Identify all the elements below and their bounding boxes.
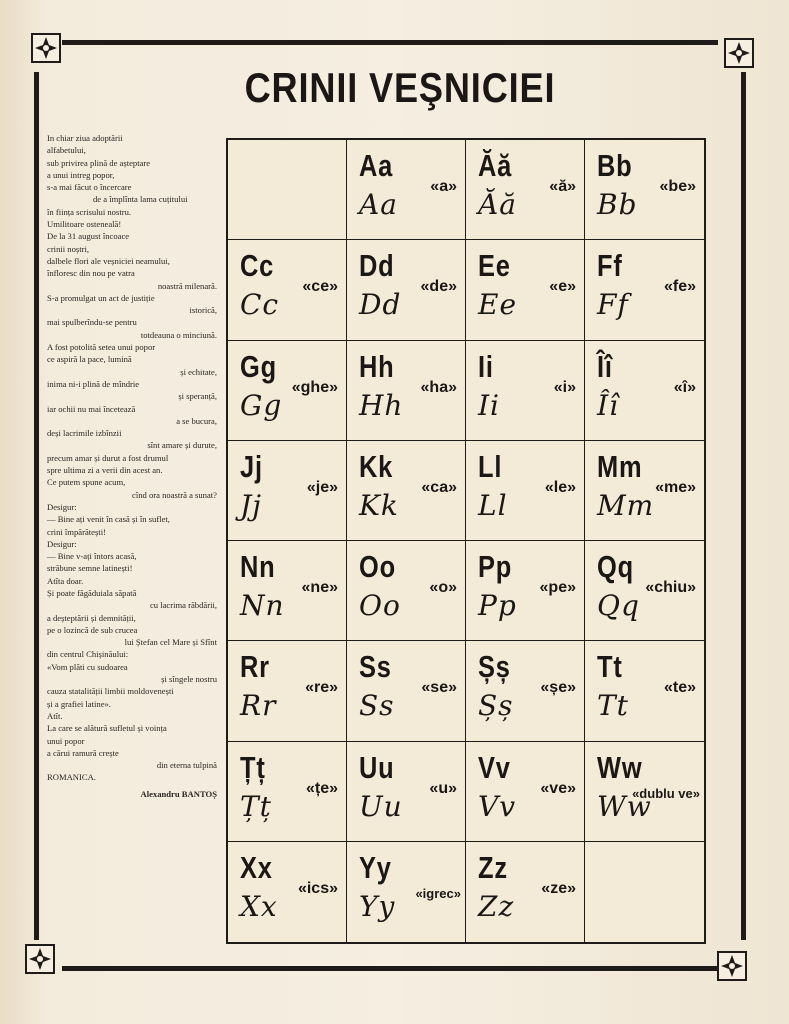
letter-cell [585, 140, 704, 240]
printed-letter: Mm [597, 448, 643, 484]
poem-line: inima ni-i plină de mîndrie [47, 378, 140, 389]
letter-name: «i» [553, 378, 576, 396]
letter-name: «ve» [540, 779, 576, 797]
poem-line: cu lacrima răbdării, [149, 600, 217, 611]
poem-line: Desigur: [47, 538, 77, 549]
empty-cell [585, 842, 704, 942]
printed-letter: Kk [359, 448, 394, 484]
printed-letter: Ss [359, 649, 392, 685]
poem-line: în ființa scrisului nostru. [47, 206, 132, 217]
cursive-letter: Qq [597, 589, 640, 622]
cursive-letter: Tt [597, 689, 629, 723]
letter-cell [585, 641, 704, 741]
border-rule-left [34, 72, 39, 940]
poem-author: Alexandru BANTOȘ [140, 788, 217, 799]
letter-name: «ne» [301, 579, 338, 596]
poem-line: precum amar și durut a fost drumul [47, 452, 169, 463]
letter-cell [228, 441, 347, 541]
letter-cell [347, 541, 466, 641]
empty-cell [228, 140, 347, 240]
cursive-letter: Îî [597, 388, 620, 422]
printed-letter: Țț [240, 749, 266, 785]
poem-line: ROMANICA. [47, 772, 96, 783]
printed-letter: Ee [478, 248, 511, 284]
cursive-letter: Zz [478, 889, 515, 923]
letter-cell [347, 842, 466, 942]
printed-letter: Aa [359, 148, 394, 183]
poem-line: alfabetului, [47, 145, 86, 156]
poem-line: și a grafiei latine». [47, 698, 111, 709]
printed-letter: Șș [478, 649, 511, 685]
poem-line: și sîngele nostru [161, 674, 217, 685]
corner-ornament-icon [25, 944, 55, 974]
poem-line: pe o lozincă de sub crucea [47, 624, 138, 635]
cursive-letter: Rr [240, 689, 277, 723]
poem-line: deși lacrimile izbînzii [47, 428, 122, 439]
letter-cell [466, 441, 585, 541]
letter-cell [347, 341, 466, 441]
printed-letter: Rr [240, 649, 270, 685]
border-rule-bottom [62, 966, 718, 971]
printed-letter: Ăă [478, 148, 513, 183]
printed-letter: Tt [597, 649, 623, 685]
cursive-letter: Bb [597, 188, 638, 221]
letter-cell [466, 641, 585, 741]
letter-name: «ze» [541, 879, 576, 897]
poem-line: din centrul Chișinăului: [47, 649, 129, 660]
cursive-letter: Mm [597, 488, 655, 522]
poem [47, 132, 217, 800]
poem-line: Atît. [47, 710, 63, 721]
letter-cell [466, 742, 585, 842]
cursive-letter: Ăă [478, 188, 517, 221]
cursive-letter: Cc [240, 288, 280, 322]
poem-line: Umilitoare osteneală! [47, 219, 122, 230]
letter-name: «ha» [420, 378, 457, 396]
letter-name: «ghe» [291, 378, 338, 396]
printed-letter: Jj [240, 448, 263, 484]
poem-line: și speranță, [178, 391, 217, 402]
poem-line: totdeauna o minciună. [140, 329, 217, 340]
cursive-letter: Vv [478, 789, 517, 823]
poem-line: crinii noștri, [47, 243, 90, 254]
letter-cell [466, 842, 585, 942]
cursive-letter: Xx [240, 889, 278, 923]
printed-letter: Xx [240, 849, 273, 885]
letter-name: «te» [663, 679, 696, 697]
poem-line: a unui intreg popor, [47, 169, 115, 180]
corner-ornament-icon [724, 38, 754, 68]
poem-line: La care se alătură sufletul și voința [47, 723, 167, 734]
poem-line: ce aspiră la pace, lumină [47, 354, 132, 365]
cursive-letter: Pp [478, 589, 517, 622]
poem-line: noastră milenară. [157, 280, 217, 291]
poem-line: iar ochii nu mai încetează [47, 403, 136, 414]
poem-line: «Vom plăti cu sudoarea [47, 661, 128, 672]
cursive-letter: Ll [478, 488, 508, 522]
poem-line: Desigur: [47, 501, 77, 512]
letter-cell [466, 541, 585, 641]
letter-name: «ă» [549, 178, 576, 195]
letter-name: «me» [655, 478, 696, 496]
letter-cell [228, 842, 347, 942]
poem-line: Ce putem spune acum, [47, 477, 126, 488]
letter-name: «chiu» [645, 579, 696, 596]
letter-name: «be» [659, 178, 696, 195]
poem-line: de a împlînta lama cuțitului [93, 194, 188, 205]
letter-cell [347, 441, 466, 541]
poem-line: cînd ora noastră a sunat? [132, 489, 217, 500]
cursive-letter: Dd [359, 288, 402, 322]
letter-cell [228, 742, 347, 842]
letter-cell [466, 341, 585, 441]
poem-line: din eterna tulpină [156, 760, 217, 771]
poem-line: — Bine v-ați întors acasă, [47, 551, 137, 562]
letter-name: «de» [420, 278, 457, 296]
letter-cell [585, 742, 704, 842]
poem-line: unui popor [47, 735, 85, 746]
letter-cell [585, 541, 704, 641]
printed-letter: Ff [597, 248, 623, 284]
letter-cell [585, 441, 704, 541]
printed-letter: Gg [240, 348, 277, 384]
cursive-letter: Ww [597, 789, 652, 823]
poem-line: De la 31 august încoace [47, 231, 130, 242]
printed-letter: Pp [478, 549, 513, 584]
letter-name: «fe» [663, 278, 696, 296]
cursive-letter: Țț [240, 789, 272, 823]
poem-line: a cărui ramură crește [47, 747, 119, 758]
poem-line: străbune semne latinești! [47, 563, 133, 574]
poem-line: A fost potolită setea unui popor [47, 342, 156, 353]
letter-name: «șe» [540, 679, 576, 697]
letter-cell [228, 240, 347, 340]
poem-line: In chiar ziua adoptării [47, 133, 123, 143]
printed-letter: Qq [597, 549, 634, 584]
cursive-letter: Șș [478, 689, 514, 723]
cursive-letter: Jj [240, 488, 262, 522]
printed-letter: Uu [359, 749, 395, 785]
printed-letter: Cc [240, 248, 275, 284]
cursive-letter: Nn [240, 589, 285, 622]
printed-letter: Zz [478, 849, 508, 885]
cursive-letter: Aa [359, 188, 398, 221]
letter-name: «re» [305, 679, 338, 697]
letter-name: «î» [673, 378, 696, 396]
letter-name: «o» [429, 579, 457, 596]
letter-name: «a» [430, 178, 457, 195]
letter-cell [228, 541, 347, 641]
letter-cell [466, 140, 585, 240]
letter-name: «ics» [297, 879, 338, 897]
cursive-letter: Hh [359, 388, 404, 422]
poem-line: sînt amare și durute, [147, 440, 217, 451]
letter-name: «dublu ve» [632, 785, 700, 801]
poem-line: — Bine ați venit în casă și în suflet, [47, 514, 170, 525]
letter-cell [347, 140, 466, 240]
letter-name: «ce» [302, 278, 338, 296]
printed-letter: Hh [359, 348, 395, 384]
letter-name: «igrec» [415, 885, 461, 901]
poem-line: Și poate făgăduiala săpată [47, 587, 137, 598]
printed-letter: Vv [478, 749, 511, 785]
cursive-letter: Uu [359, 789, 403, 823]
letter-cell [228, 341, 347, 441]
letter-cell [347, 742, 466, 842]
corner-ornament-icon [31, 33, 61, 63]
letter-name: «e» [549, 278, 576, 296]
letter-cell [466, 240, 585, 340]
cursive-letter: Kk [359, 488, 399, 522]
printed-letter: Yy [359, 849, 392, 885]
border-rule-top [62, 40, 718, 45]
letter-cell [585, 240, 704, 340]
poem-line: și echitate, [180, 366, 217, 377]
printed-letter: Bb [597, 148, 633, 183]
printed-letter: Ww [597, 749, 643, 785]
poem-line: S-a promulgat un act de justiție [47, 292, 155, 303]
printed-letter: Dd [359, 248, 395, 284]
letter-cell [585, 341, 704, 441]
letter-name: «u» [429, 779, 457, 797]
poem-line: istorică, [189, 305, 217, 316]
poem-line: a deșteptării și demnității, [47, 612, 136, 623]
poem-line: mai spulberîndu-se pentru [47, 317, 137, 328]
poem-line: spre ultima zi a verii din acest an. [47, 465, 163, 476]
poem-line: cauza statalității limbii moldovenești [47, 686, 174, 697]
poem-line: sub privirea plină de așteptare [47, 157, 151, 168]
printed-letter: Îî [597, 348, 613, 384]
cursive-letter: Yy [359, 889, 396, 923]
printed-letter: Ll [478, 448, 503, 484]
letter-name: «se» [421, 679, 457, 697]
cursive-letter: Gg [240, 388, 283, 422]
cursive-letter: Ff [597, 288, 629, 322]
poem-line: a se bucura, [176, 415, 217, 426]
letter-name: «pe» [539, 579, 576, 596]
poem-line: crini împărătești! [47, 526, 106, 537]
border-rule-right [741, 72, 746, 940]
poem-line: Atîta doar. [47, 575, 84, 586]
poem-line: s-a mai făcut o încercare [47, 182, 132, 193]
printed-letter: Nn [240, 549, 276, 584]
letter-cell [347, 240, 466, 340]
alphabet-table [226, 138, 706, 944]
letter-cell [347, 641, 466, 741]
corner-ornament-icon [717, 951, 747, 981]
cursive-letter: Ss [359, 689, 395, 723]
printed-letter: Oo [359, 549, 396, 584]
cursive-letter: Oo [359, 589, 401, 622]
page-title: CRINII VEŞNICIEI [244, 64, 556, 111]
letter-name: «țe» [305, 779, 338, 797]
letter-cell [228, 641, 347, 741]
printed-letter: Ii [478, 348, 494, 384]
poem-line: înfloresc din nou pe vatra [47, 268, 135, 279]
letter-name: «je» [306, 478, 338, 496]
letter-name: «ca» [421, 478, 457, 496]
cursive-letter: Ee [478, 288, 518, 322]
poem-line: lui Ștefan cel Mare și Sfînt [124, 637, 217, 648]
poem-line: dalbele flori ale veșniciei neamului, [47, 255, 170, 266]
letter-name: «le» [544, 478, 576, 496]
cursive-letter: Ii [478, 388, 501, 422]
